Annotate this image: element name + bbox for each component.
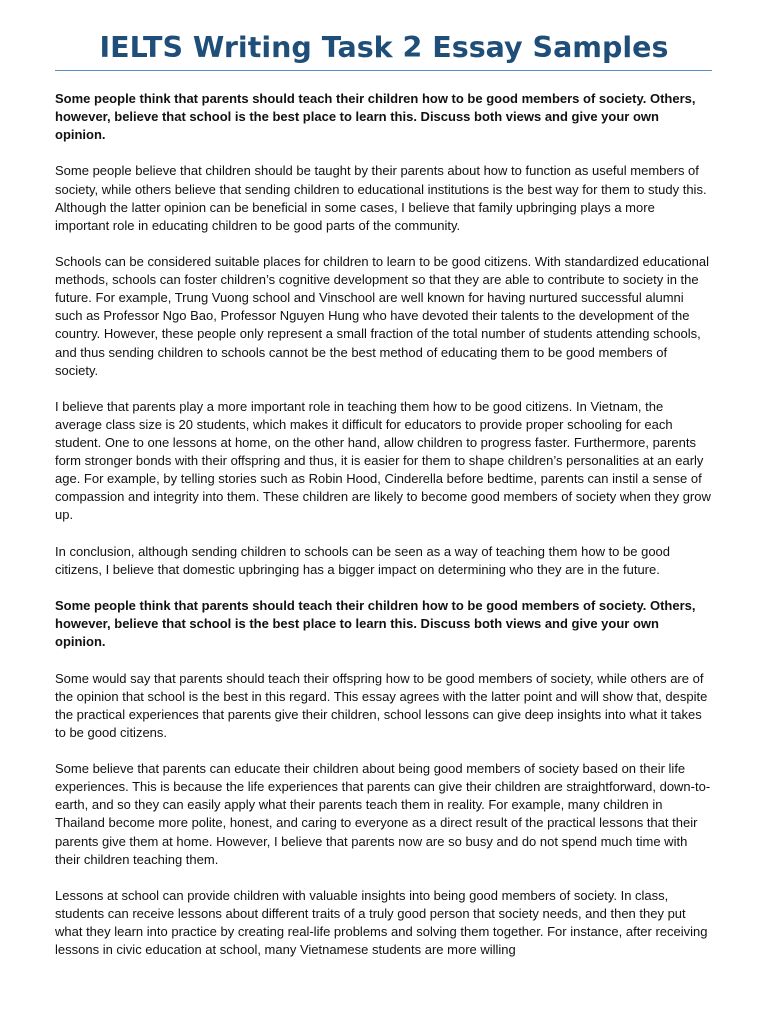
essay-1-body-paragraph-1: Schools can be considered suitable places for children to learn to be good citizens. With standardized educational methods, schools can foster children’s cognitive development so that they are able to contribute to society in the future. For example, Trung Vuong school and Vinschool are well known for having nurtured successful alumni such as Professor Ngo Bao, Professor Nguyen Hung who have devoted their talents to the development of the country. However, these people only represent a small fraction of the total number of students attending schools, and thus sending children to schools cannot be the best method of educating them to be good members of society. [55,254,710,378]
essay-question-2: Some people think that parents should teach their children how to be good members of society. Others, however, believe that school is the best place to learn this. Discuss both views and give your own opinion. [55,598,696,650]
essay-1-introduction: Some people believe that children should be taught by their parents about how to function as useful members of society, while others believe that sending children to educational institutions is the best way for them to study this. Although the latter opinion can be beneficial in some cases, I believe that family upbringing plays a more important role in educating children to be good parts of the community. [55,163,707,233]
essay-2-body-paragraph-2: Lessons at school can provide children with valuable insights into being good members of society. In class, students can receive lessons about different traits of a truly good person that society needs, and then they put what they learn into practice by creating real-life problems and solving them together. For instance, after receiving lessons in civic education at school, many Vietnamese students are more willing [55,887,708,958]
essay-1-conclusion: In conclusion, although sending children to schools can be seen as a way of teaching them how to be good citizens, I believe that domestic upbringing has a bigger impact on determining who they are in the future. [55,543,671,577]
essay-body [55,90,712,977]
essay-question-1: Some people think that parents should teach their children how to be good members of society. Others, however, believe that school is the best place to learn this. Discuss both views and give your own opinion. [55,91,696,143]
essay-2-body-paragraph-1: Some believe that parents can educate their children about being good members of society based on their life experiences. This is because the life experiences that parents can give their children are straightforward, down-to-earth, and so they can easily apply what their parents teach them in reality. For example, many children in Thailand become more polite, honest, and caring to everyone as a direct result of the practical lessons that their parents give them at home. However, I believe that parents now are so busy and do not spend much time with their children teaching them. [55,761,711,867]
page-title: IELTS Writing Task 2 Essay Samples [99,31,669,64]
essay-1-body-paragraph-2: I believe that parents play a more important role in teaching them how to be good citizens. In Vietnam, the average class size is 20 students, which makes it difficult for educators to provide proper schooling for each student. One to one lessons at home, on the other hand, allow children to progress faster. Furthermore, parents form stronger bonds with their offspring and thus, it is easier for them to shape children’s personalities at an early age. For example, by telling stories such as Robin Hood, Cinderella before bedtime, parents can instil a sense of compassion and integrity into them. These children are likely to become good members of society when they grow up. [55,398,711,523]
title-divider [55,70,712,71]
essay-2-introduction: Some would say that parents should teach their offspring how to be good members of society, while others are of the opinion that school is the best in this regard. This essay agrees with the latter point and will show that, despite the practical experiences that parents give their children, school lessons can give deep insights into what it takes to be good citizens. [55,670,708,740]
